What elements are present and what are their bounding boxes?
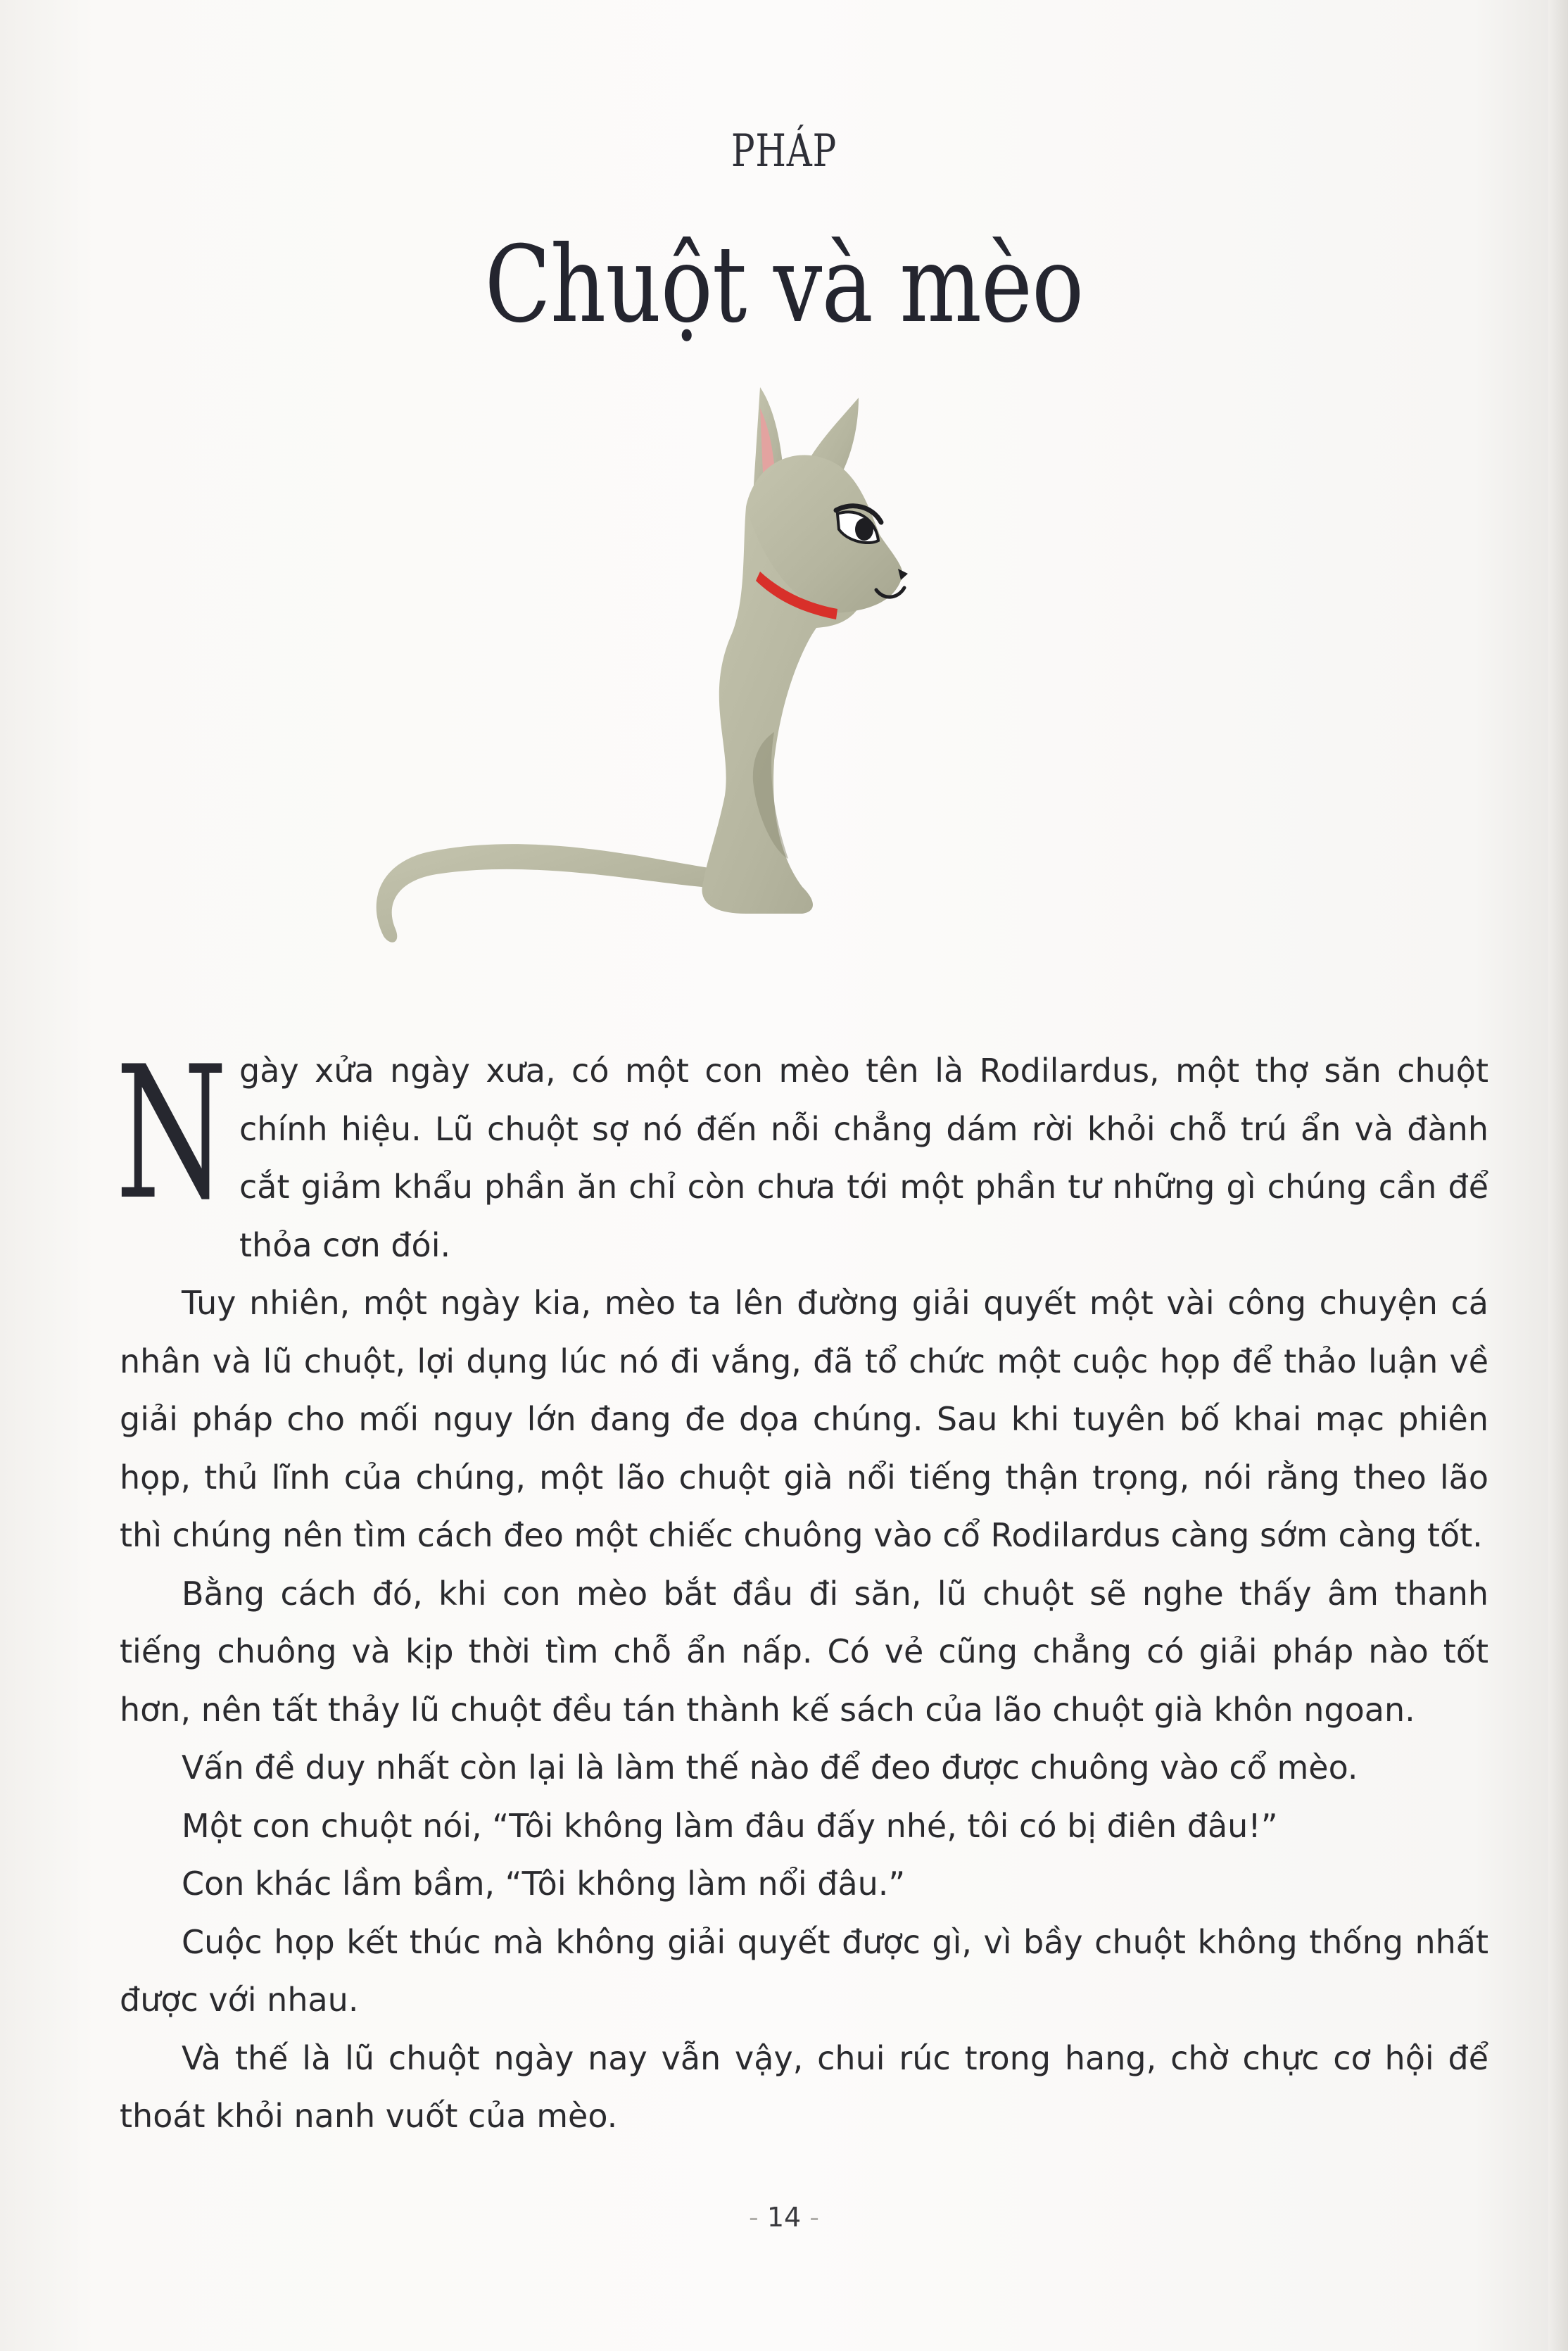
drop-cap: N: [115, 1028, 228, 1240]
paragraph-8: Và thế là lũ chuột ngày nay vẫn vậy, chui rúc trong hang, chờ chực cơ hội để thoát khỏi nanh vuốt của mèo.: [120, 2038, 1488, 2135]
paragraph-7: Cuộc họp kết thúc mà không giải quyết được gì, vì bầy chuột không thống nhất được với nhau.: [120, 1922, 1488, 2019]
paragraph-3: Bằng cách đó, khi con mèo bắt đầu đi săn, lũ chuột sẽ nghe thấy âm thanh tiếng chuông và kịp thời tìm chỗ ẩn nấp. Có vẻ cũng chẳng có giải pháp nào tốt hơn, nên tất thảy lũ chuột đều tán thành kế sách của lão chuột già khôn ngoan.: [120, 1574, 1488, 1729]
paragraph-4: Vấn đề duy nhất còn lại là làm thế nào để đeo được chuông vào cổ mèo.: [182, 1748, 1358, 1786]
page-edge: [1548, 0, 1568, 2351]
cat-tail: [377, 844, 718, 943]
paragraph-2: Tuy nhiên, một ngày kia, mèo ta lên đường giải quyết một vài công chuyện cá nhân và lũ chuột, lợi dụng lúc nó đi vắng, đã tổ chức một cuộc họp để thảo luận về giải pháp cho mối nguy lớn đang đe dọa chúng. Sau khi tuyên bố khai mạc phiên họp, thủ lĩnh của chúng, một lão chuột già nổi tiếng thận trọng, nói rằng theo lão thì chúng nên tìm cách đeo một chiếc chuông vào cổ Rodilardus càng sớm càng tốt.: [120, 1284, 1488, 1554]
story-title: Chuột và mèo: [484, 224, 1084, 346]
story-text: [115, 1028, 1488, 2145]
cat-illustration: [352, 366, 943, 950]
story-origin-label: PHÁP: [731, 125, 837, 177]
page-number: - 14 -: [749, 2202, 819, 2233]
paragraph-6: Con khác lầm bầm, “Tôi không làm nổi đâu.”: [182, 1865, 906, 1903]
paragraph-5: Một con chuột nói, “Tôi không làm đâu đấy nhé, tôi có bị điên đâu!”: [182, 1806, 1278, 1845]
paragraph-1: Ngày xửa ngày xưa, có một con mèo tên là Rodilardus, một thợ săn chuột chính hiệu. Lũ chuột sợ nó đến nỗi chẳng dám rời khỏi chỗ trú ẩn và đành cắt giảm khẩu phần ăn chỉ còn chưa tới một phần tư những gì chúng cần để thỏa cơn đói.: [115, 1028, 1488, 1264]
